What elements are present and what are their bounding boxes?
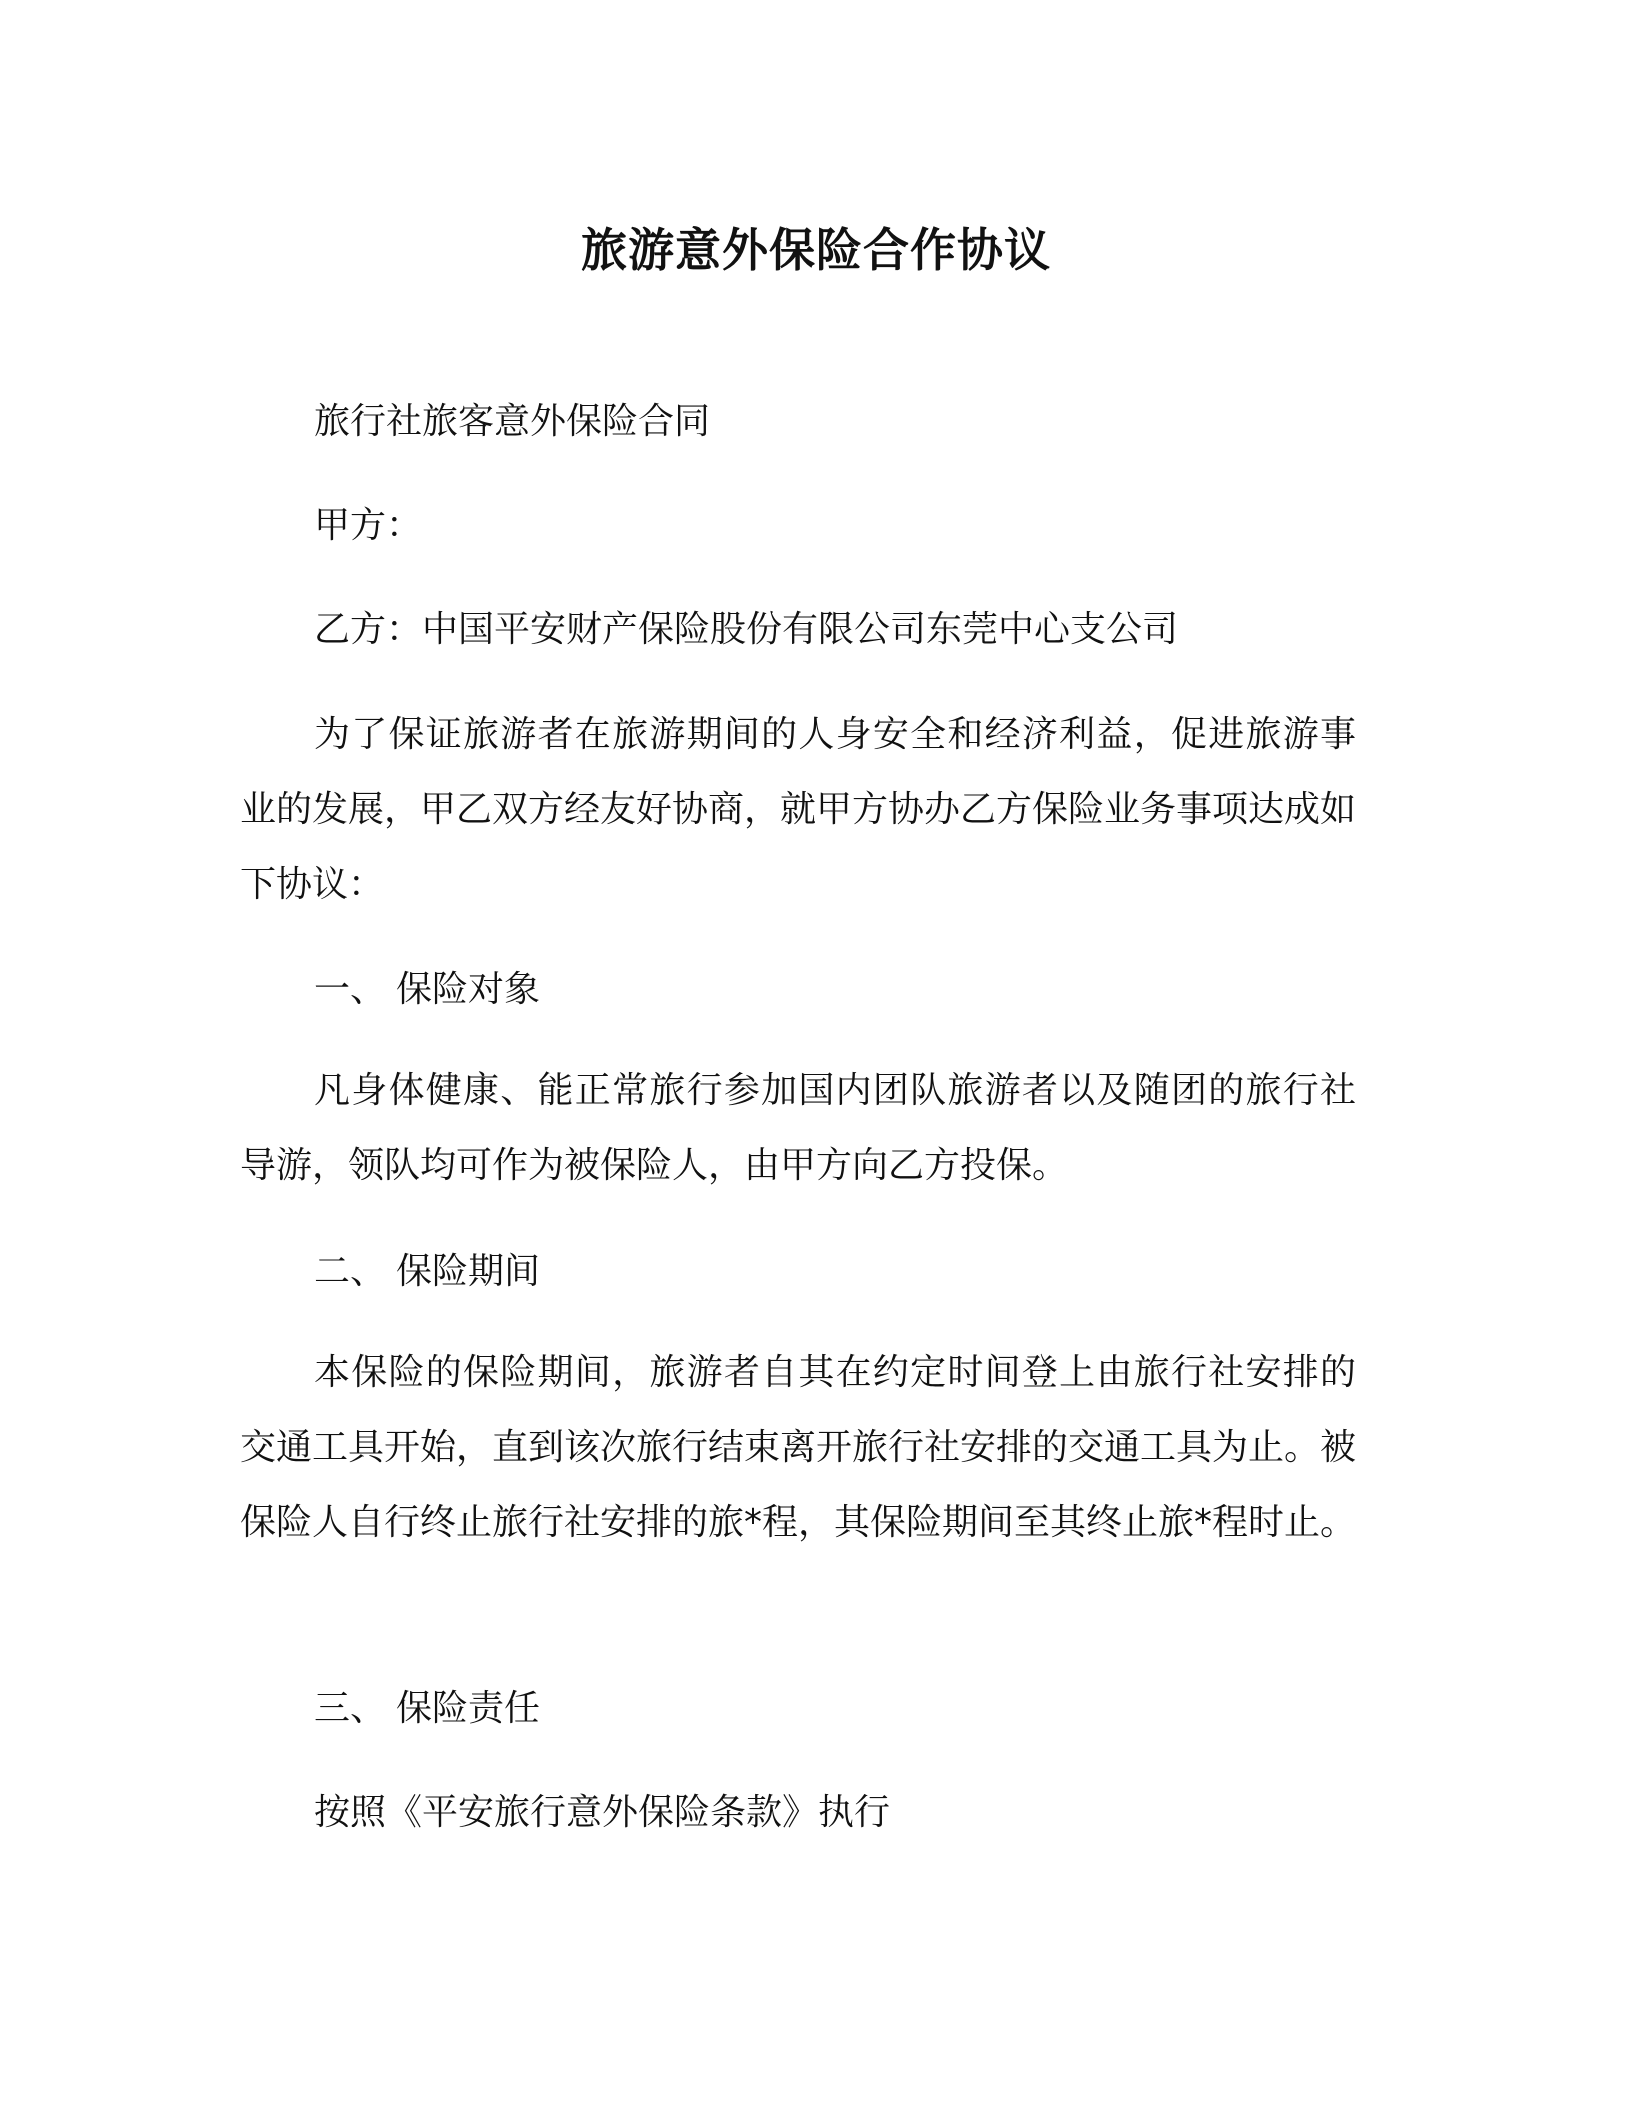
section-heading-3 [314,1685,540,1733]
section-heading-1 [314,966,540,1014]
document-title: 旅游意外保险合作协议 [581,223,1051,277]
section-number: 三、 [314,1688,387,1729]
section-heading-2 [314,1248,540,1296]
party-b-line: 乙方：中国平安财产保险股份有限公司东莞中心支公司 [314,609,1179,650]
section-number: 二、 [314,1251,387,1292]
section-number: 一、 [314,969,387,1010]
section-body-2: 本保险的保险期间，旅游者自其在约定时间登上由旅行社安排的交通工具开始，直到该次旅行结束离开旅行社安排的交通工具为止。被保险人自行终止旅行社安排的旅*程，其保险期间至其终止旅*程时止。 [240,1352,1357,1543]
section-title: 保险对象 [396,969,541,1010]
party-a-line: 甲方： [314,505,423,546]
section-title: 保险期间 [396,1251,541,1292]
contract-subtitle: 旅行社旅客意外保险合同 [314,401,711,442]
section-body-3: 按照《平安旅行意外保险条款》执行 [314,1792,891,1833]
intro-paragraph: 为了保证旅游者在旅游期间的人身安全和经济利益，促进旅游事业的发展，甲乙双方经友好协商，就甲方协办乙方保险业务事项达成如下协议： [240,714,1357,905]
section-body-1: 凡身体健康、能正常旅行参加国内团队旅游者以及随团的旅行社导游，领队均可作为被保险人，由甲方向乙方投保。 [240,1070,1356,1186]
section-title: 保险责任 [396,1688,541,1729]
